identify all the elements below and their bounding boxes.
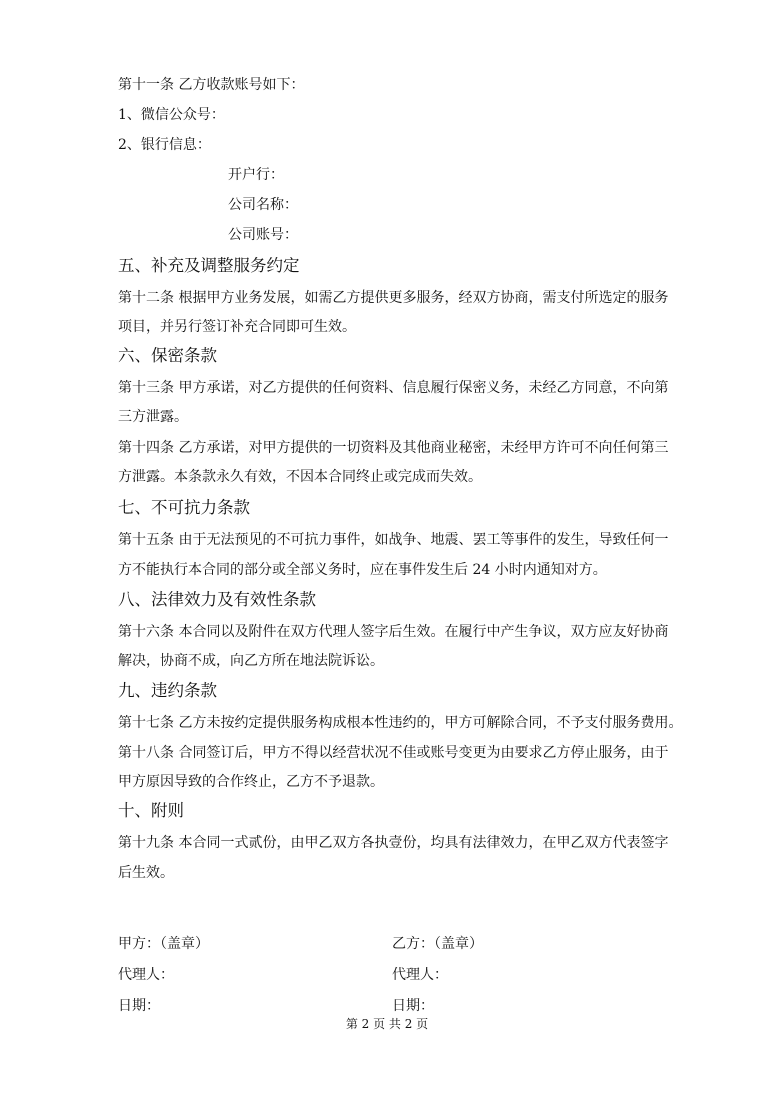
article-18-line-1: 第十八条 合同签订后，甲方不得以经营状况不佳或账号变更为由要求乙方停止服务，由于	[118, 745, 669, 761]
article-11-title: 第十一条 乙方收款账号如下：	[118, 77, 305, 93]
article-15-line-1: 第十五条 由于无法预见的不可抗力事件，如战争、地震、罢工等事件的发生，导致任何一	[118, 532, 669, 548]
section-9-heading: 九、违约条款	[118, 681, 217, 700]
section-6-heading: 六、保密条款	[118, 346, 217, 365]
article-19-line-2: 后生效。	[118, 865, 174, 881]
wechat-account-label: 1、微信公众号：	[118, 107, 225, 123]
article-16-line-2: 解决，协商不成，向乙方所在地法院诉讼。	[118, 653, 384, 669]
article-16-line-1: 第十六条 本合同以及附件在双方代理人签字后生效。在履行中产生争议，双方应友好协商	[118, 624, 669, 640]
party-b-seal-label: 乙方：（盖章）	[392, 936, 483, 952]
section-7-heading: 七、不可抗力条款	[118, 498, 250, 517]
bank-name-label: 开户行：	[228, 167, 284, 183]
company-name-label: 公司名称：	[228, 197, 298, 213]
article-15-line-2: 方不能执行本合同的部分或全部义务时，应在事件发生后 24 小时内通知对方。	[118, 562, 607, 578]
article-18-line-2: 甲方原因导致的合作终止，乙方不予退款。	[118, 774, 384, 790]
article-13-line-1: 第十三条 甲方承诺，对乙方提供的任何资料、信息履行保密义务，未经乙方同意，不向第	[118, 380, 669, 396]
section-5-heading: 五、补充及调整服务约定	[118, 256, 300, 275]
company-account-label: 公司账号：	[228, 227, 298, 243]
party-a-agent-label: 代理人：	[118, 967, 174, 983]
article-17-line-1: 第十七条 乙方未按约定提供服务构成根本性违约的，甲方可解除合同，不予支付服务费用。	[118, 715, 683, 731]
article-13-line-2: 三方泄露。	[118, 409, 188, 425]
article-12-line-2: 项目，并另行签订补充合同即可生效。	[118, 319, 356, 335]
section-10-heading: 十、附则	[118, 801, 184, 820]
article-19-line-1: 第十九条 本合同一式贰份，由甲乙双方各执壹份，均具有法律效力，在甲乙双方代表签字	[118, 835, 669, 851]
article-12-line-1: 第十二条 根据甲方业务发展，如需乙方提供更多服务，经双方协商，需支付所选定的服务	[118, 290, 669, 306]
party-a-seal-label: 甲方：（盖章）	[118, 936, 209, 952]
party-a-date-label: 日期：	[118, 998, 160, 1014]
article-14-line-2: 方泄露。本条款永久有效，不因本合同终止或完成而失效。	[118, 469, 482, 485]
page-footer: 第 2 页 共 2 页	[345, 1017, 429, 1031]
party-b-agent-label: 代理人：	[392, 967, 448, 983]
section-8-heading: 八、法律效力及有效性条款	[118, 590, 316, 609]
bank-info-label: 2、银行信息：	[118, 137, 211, 153]
article-14-line-1: 第十四条 乙方承诺，对甲方提供的一切资料及其他商业秘密，未经甲方许可不向任何第三	[118, 440, 669, 456]
party-b-date-label: 日期：	[392, 998, 434, 1014]
